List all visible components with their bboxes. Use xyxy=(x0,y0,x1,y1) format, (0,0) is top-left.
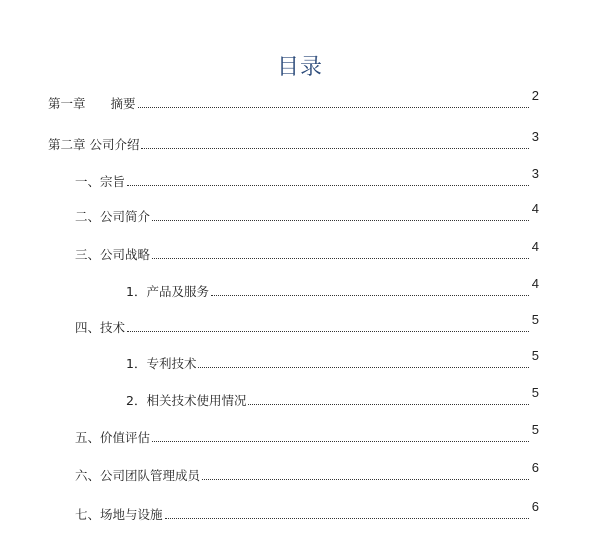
toc-dot-leader xyxy=(141,148,528,149)
toc-entry-label: 2．相关技术使用情况 xyxy=(126,393,247,408)
toc-dot-leader xyxy=(127,331,529,332)
toc-entry-label: 六、公司团队管理成员 xyxy=(75,468,201,483)
toc-dot-leader xyxy=(248,404,528,405)
toc-entry[interactable] xyxy=(75,166,539,190)
toc-dot-leader xyxy=(138,107,529,108)
toc-entry[interactable] xyxy=(48,88,539,112)
toc-dot-leader xyxy=(127,185,529,186)
toc-dot-leader xyxy=(152,258,529,259)
toc-page-number: 2 xyxy=(531,88,539,103)
toc-entry[interactable] xyxy=(126,385,539,409)
toc-dot-leader xyxy=(152,220,529,221)
toc-dot-leader xyxy=(211,295,529,296)
toc-page-number: 5 xyxy=(531,422,539,437)
page-title: 目录 xyxy=(276,55,323,80)
toc-page-number: 5 xyxy=(531,312,539,327)
toc-page-number: 4 xyxy=(531,276,539,291)
toc-entry[interactable] xyxy=(75,460,539,484)
toc-page-number: 6 xyxy=(531,460,539,475)
toc-entry[interactable] xyxy=(48,129,539,153)
toc-entry[interactable] xyxy=(75,201,539,225)
toc-entry[interactable] xyxy=(75,422,539,446)
toc-page-number: 5 xyxy=(531,385,539,400)
toc-page-number: 3 xyxy=(531,129,539,144)
toc-dot-leader xyxy=(202,479,529,480)
toc-dot-leader xyxy=(152,441,529,442)
toc-entry-label: 第一章 摘要 xyxy=(48,96,136,111)
toc-entry-label: 1．产品及服务 xyxy=(126,284,209,299)
toc-dot-leader xyxy=(165,518,529,519)
toc-entry[interactable] xyxy=(75,499,539,523)
toc-entry[interactable] xyxy=(126,276,539,300)
toc-entry[interactable] xyxy=(126,348,539,372)
toc-dot-leader xyxy=(198,367,528,368)
toc-entry[interactable] xyxy=(75,312,539,336)
toc-entry-label: 一、宗旨 xyxy=(75,174,126,189)
toc-entry-label: 五、价值评估 xyxy=(75,430,151,445)
toc-page-number: 3 xyxy=(531,166,539,181)
toc-entry-label: 四、技术 xyxy=(75,320,126,335)
toc-page-number: 5 xyxy=(531,348,539,363)
toc-entry-label: 第二章 公司介绍 xyxy=(48,137,140,152)
toc-page-number: 6 xyxy=(531,499,539,514)
toc-page-number: 4 xyxy=(531,201,539,216)
toc-entry-label: 二、公司简介 xyxy=(75,209,151,224)
toc-entry-label: 1．专利技术 xyxy=(126,356,197,371)
toc-entry-label: 三、公司战略 xyxy=(75,247,151,262)
toc-page-number: 4 xyxy=(531,239,539,254)
toc-entry[interactable] xyxy=(75,239,539,263)
toc-entry-label: 七、场地与设施 xyxy=(75,507,163,522)
